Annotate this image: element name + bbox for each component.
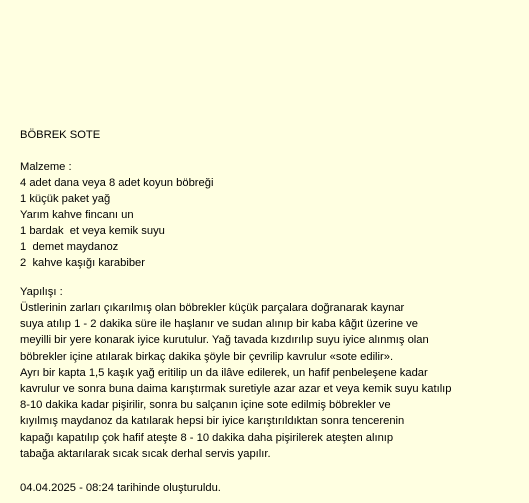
created-timestamp: 04.04.2025 - 08:24 tarihinde oluşturuldu.: [20, 482, 221, 494]
preparation-line: böbrekler içine atılarak birkaç dakika şöyle bir çevrilip kavrulur «sote edilir».: [20, 350, 394, 363]
preparation-line: kapağı kapatılıp çok hafif ateşte 8 - 10 dakika daha pişirilerek ateşten alınıp: [20, 431, 394, 444]
preparation-line: tabağa aktarılarak sıcak sıcak derhal servis yapılır.: [20, 447, 271, 460]
recipe-title: BÖBREK SOTE: [20, 129, 101, 141]
preparation-line: kıyılmış maydanoz da katılarak hepsi bir iyice karıştırıldıktan sonra tencerenin: [20, 415, 405, 428]
recipe-document: [20, 127, 525, 462]
ingredient-item: 1 bardak et veya kemik suyu: [20, 225, 165, 237]
ingredients-heading: Malzeme :: [20, 161, 72, 173]
preparation-line: 8-10 dakika kadar pişirilir, sonra bu salçanın içine sote edilmiş böbrekler ve: [20, 399, 391, 412]
preparation-heading: Yapılışı :: [20, 286, 63, 298]
preparation-line: suya atılıp 1 - 2 dakika süre ile haşlanır ve sudan alınıp bir kaba kâğıt üzerine ve: [20, 318, 419, 331]
preparation-line: Ayrı bir kapta 1,5 kaşık yağ eritilip un da ilâve edilerek, un hafif penbeleşene kadar: [20, 366, 428, 379]
preparation-line: Üstlerinin zarları çıkarılmış olan böbrekler küçük parçalara doğranarak kaynar: [20, 302, 405, 314]
preparation-line: meyilli bir yere konarak iyice kurutulur. Yağ tavada kızdırılıp suyu iyice alınmış olan: [20, 334, 429, 347]
ingredient-item: Yarım kahve fincanı un: [20, 209, 134, 221]
ingredient-item: 1 küçük paket yağ: [20, 193, 111, 205]
ingredient-item: 4 adet dana veya 8 adet koyun böbreği: [20, 177, 214, 189]
preparation-line: kavrulur ve sonra buna daima karıştırmak suretiyle azar azar et veya kemik suyu katılıp: [20, 383, 452, 396]
ingredient-item: 1 demet maydanoz: [20, 241, 119, 253]
ingredient-item: 2 kahve kaşığı karabiber: [20, 257, 145, 269]
